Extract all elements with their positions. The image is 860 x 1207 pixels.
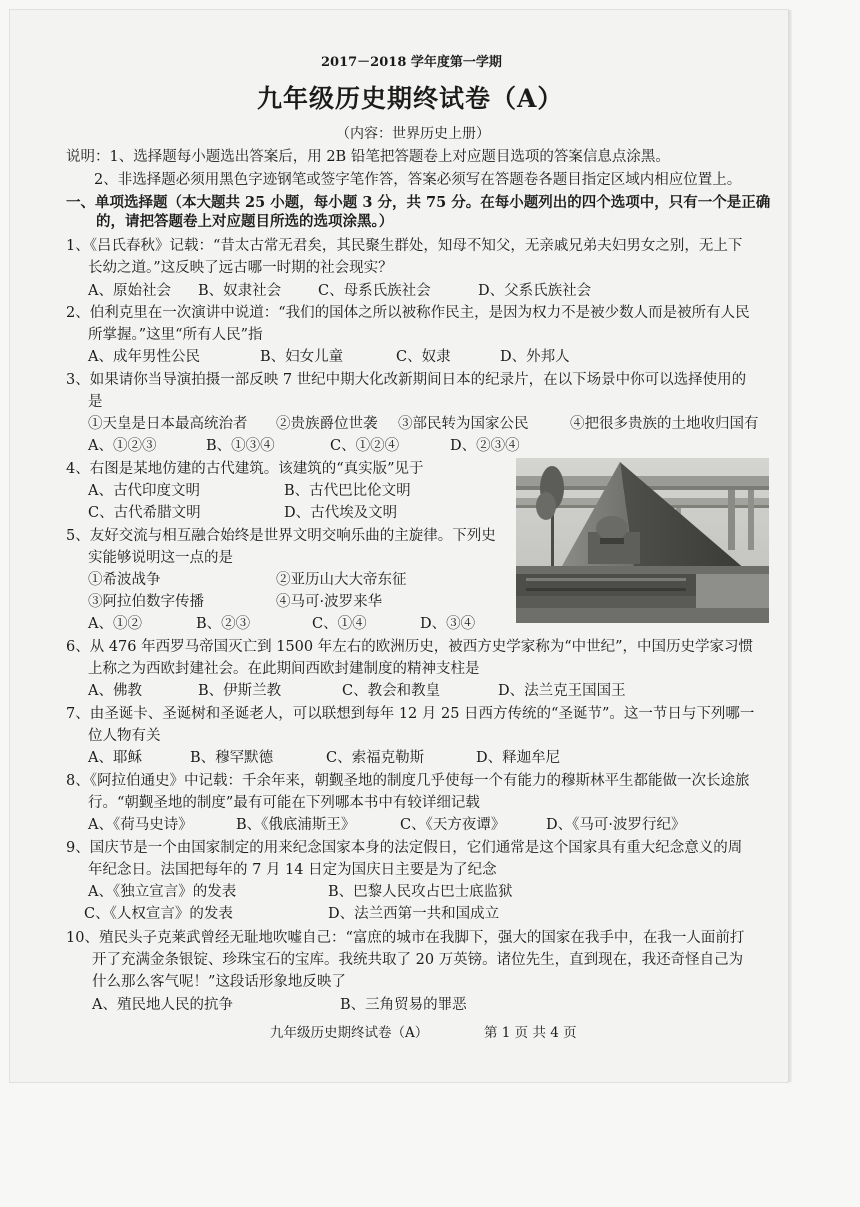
q2-option-d: D、外邦人 [500, 349, 570, 365]
q5-statement-1: ①希波战争 [88, 572, 161, 588]
section-heading-cont: 的，请把答题卷上对应题目所选的选项涂黑。） [96, 213, 394, 230]
q4-option-d: D、古代埃及文明 [284, 505, 398, 521]
q7-option-a: A、耶稣 [88, 750, 142, 766]
q3-option-b: B、①③④ [206, 438, 275, 454]
question-2-text: 2、伯利克里在一次演讲中说道：“我们的国体之所以被称作民主，是因为权力不是被少数人而是被所有人民 [66, 305, 750, 321]
q10-option-a: A、殖民地人民的抗争 [92, 997, 233, 1013]
q1-option-a: A、原始社会 [88, 283, 171, 299]
question-8-text: 8、《阿拉伯通史》中记载：千余年来，朝觐圣地的制度几乎使每一个有能力的穆斯林平生都能做一次长途旅 [66, 773, 750, 789]
question-4-text: 4、右图是某地仿建的古代建筑。该建筑的“真实版”见于 [66, 461, 424, 477]
question-6-text: 6、从 476 年西罗马帝国灭亡到 1500 年左右的欧洲历史，被西方史学家称为“中世纪”，中国历史学家习惯 [66, 639, 754, 655]
q2-option-a: A、成年男性公民 [88, 349, 200, 365]
q1-option-d: D、父系氏族社会 [478, 283, 592, 299]
q3-statement-4: ④把很多贵族的土地收归国有 [570, 416, 759, 432]
q6-option-c: C、教会和教皇 [342, 683, 441, 699]
q2-option-c: C、奴隶 [396, 349, 451, 365]
q3-statement-3: ③部民转为国家公民 [398, 416, 529, 432]
q5-statement-4: ④马可·波罗来华 [276, 594, 383, 610]
page-number: 第 1 页 共 4 页 [484, 1025, 577, 1041]
school-year: 2017－2018 学年度第一学期 [321, 55, 502, 70]
instruction-1: 说明：1、选择题每小题选出答案后，用 2B 铅笔把答题卷上对应题目选项的答案信息点涂黑。 [66, 149, 670, 165]
q3-statement-2: ②贵族爵位世袭 [276, 416, 378, 432]
question-7-text: 7、由圣诞卡、圣诞树和圣诞老人，可以联想到每年 12 月 25 日西方传统的“圣诞节”。这一节日与下列哪一 [66, 706, 755, 722]
question-7-text-cont: 位人物有关 [88, 728, 161, 744]
question-9-text: 9、国庆节是一个由国家制定的用来纪念国家本身的法定假日，它们通常是这个国家具有重大纪念意义的周 [66, 840, 743, 856]
q7-option-d: D、释迦牟尼 [476, 750, 561, 766]
subtitle: （内容：世界历史上册） [336, 126, 490, 142]
q3-option-a: A、①②③ [88, 438, 157, 454]
footer-title: 九年级历史期终试卷（A） [270, 1025, 429, 1041]
section-heading: 一、单项选择题（本大题共 25 小题，每小题 3 分，共 75 分。在每小题列出的四个选项中，只有一个是正确 [66, 194, 771, 211]
question-3-text: 3、如果请你当导演拍摄一部反映 7 世纪中期大化改新期间日本的纪录片，在以下场景中你可以选择使用的 [66, 372, 747, 388]
q8-option-c: C、《天方夜谭》 [400, 817, 506, 833]
q5-statement-3: ③阿拉伯数字传播 [88, 594, 204, 610]
q4-option-c: C、古代希腊文明 [88, 505, 201, 521]
q7-option-b: B、穆罕默德 [190, 750, 274, 766]
q5-statement-2: ②亚历山大大帝东征 [276, 572, 407, 588]
q9-option-a: A、《独立宣言》的发表 [88, 884, 237, 900]
q1-option-c: C、母系氏族社会 [318, 283, 431, 299]
q7-option-c: C、索福克勒斯 [326, 750, 425, 766]
question-10-text: 10、殖民头子克莱武曾经无耻地吹嘘自己：“富庶的城市在我脚下，强大的国家在我手中，在我一人面前打 [66, 930, 745, 946]
question-8-text-cont: 行。“朝觐圣地的制度”最有可能在下列哪本书中有较详细记载 [88, 795, 480, 811]
q8-option-b: B、《俄底浦斯王》 [236, 817, 356, 833]
q8-option-d: D、《马可·波罗行纪》 [546, 817, 686, 833]
q6-option-a: A、佛教 [88, 683, 142, 699]
page-title: 九年级历史期终试卷（A） [257, 84, 564, 113]
q9-option-b: B、巴黎人民攻占巴士底监狱 [328, 884, 513, 900]
q9-option-c: C、《人权宣言》的发表 [84, 906, 233, 922]
question-10-text-cont-1: 开了充满金条银锭、珍珠宝石的宝库。我统共取了 20 万英镑。诸位先生，直到现在，我还奇怪自己为 [92, 952, 744, 968]
q5-option-d: D、③④ [420, 616, 476, 632]
q6-option-b: B、伊斯兰教 [198, 683, 282, 699]
q3-option-d: D、②③④ [450, 438, 520, 454]
question-5-text: 5、友好交流与相互融合始终是世界文明交响乐曲的主旋律。下列史 [66, 528, 496, 544]
q3-option-c: C、①②④ [330, 438, 400, 454]
q4-option-a: A、古代印度文明 [88, 483, 200, 499]
q2-option-b: B、妇女儿童 [260, 349, 344, 365]
q5-option-a: A、①② [88, 616, 142, 632]
q3-statement-1: ①天皇是日本最高统治者 [88, 416, 248, 432]
question-5-text-cont: 实能够说明这一点的是 [88, 550, 233, 566]
question-9-text-cont: 年纪念日。法国把每年的 7 月 14 日定为国庆日主要是为了纪念 [88, 862, 497, 878]
q10-option-b: B、三角贸易的罪恶 [340, 997, 467, 1013]
q5-option-c: C、①④ [312, 616, 367, 632]
question-3-text-cont: 是 [88, 394, 103, 410]
q1-option-b: B、奴隶社会 [198, 283, 282, 299]
q9-option-d: D、法兰西第一共和国成立 [328, 906, 500, 922]
q8-option-a: A、《荷马史诗》 [88, 817, 193, 833]
q6-option-d: D、法兰克王国国王 [498, 683, 626, 699]
question-1-text-cont: 长幼之道。”这反映了远古哪一时期的社会现实？ [88, 260, 393, 276]
q5-option-b: B、②③ [196, 616, 251, 632]
q4-option-b: B、古代巴比伦文明 [284, 483, 411, 499]
question-6-text-cont: 上称之为西欧封建社会。在此期间西欧封建制度的精神支柱是 [88, 661, 480, 677]
pyramid-replica-photo [516, 458, 769, 623]
question-1-text: 1、《吕氏春秋》记载：“昔太古常无君矣，其民聚生群处，知母不知父，无亲戚兄弟夫妇男女之别，无上下 [66, 238, 743, 254]
question-10-text-cont-2: 什么那么客气呢！”这段话形象地反映了 [92, 974, 346, 990]
question-2-text-cont: 所掌握。”这里“所有人民”指 [88, 327, 263, 343]
instruction-2: 2、非选择题必须用黑色字迹钢笔或签字笔作答，答案必须写在答题卷各题目指定区域内相应位置上。 [94, 172, 742, 188]
